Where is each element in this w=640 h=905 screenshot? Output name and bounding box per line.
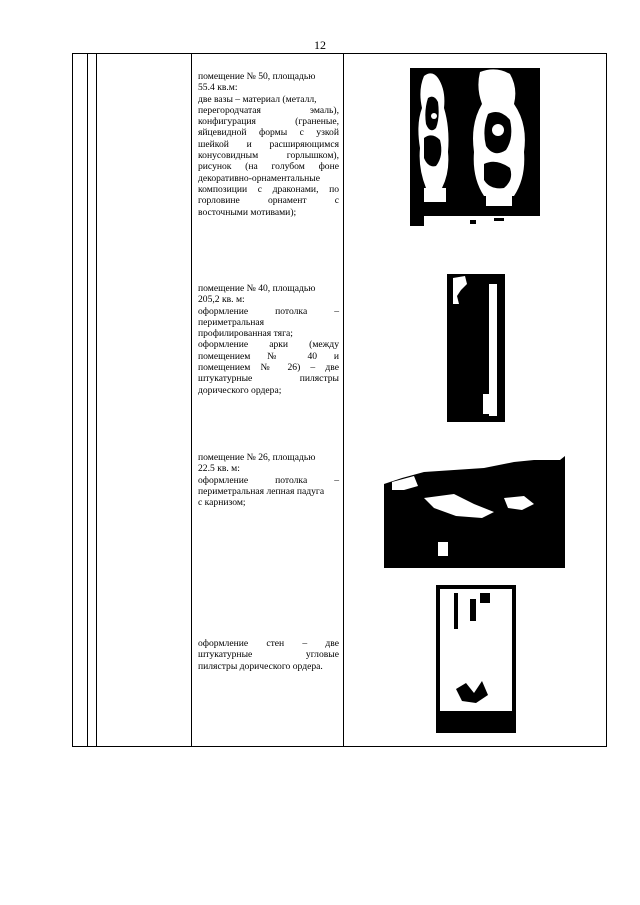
entry-line: помещение № 26, площадью: [198, 452, 316, 463]
entry-line: оформление потолка –: [198, 474, 339, 486]
entry-line: помещение № 40, площадью: [198, 283, 316, 294]
inventory-table: [72, 53, 607, 747]
ceiling-cornice-illustration: [384, 438, 565, 574]
entry-line: оформление потолка –: [198, 305, 339, 317]
entry-line: композиции с драконами, по: [198, 183, 339, 195]
entry-line: помещением № 40 и: [198, 350, 339, 362]
entry-line: с карнизом;: [198, 497, 246, 509]
entry-line: периметральная лепная падуга: [198, 485, 325, 497]
entry-line: 205,2 кв. м:: [198, 294, 245, 306]
entry-line: профилированная тяга;: [198, 328, 293, 340]
ceiling-cornice-photo: [384, 438, 565, 574]
entry-line: штукатурные угловые: [198, 649, 339, 661]
entry-line: две вазы – материал (металл,: [198, 93, 317, 105]
entry-line: конусовидным горлышком),: [198, 150, 339, 162]
entry-line: конфигурация (граненые,: [198, 116, 339, 128]
arch-pilaster-illustration: [447, 274, 505, 422]
entry-line: перегородчатая эмаль),: [198, 104, 339, 116]
entry-room-50: [198, 71, 339, 218]
entry-line: помещением № 26) – две: [198, 362, 339, 374]
entry-line: оформление стен – две: [198, 638, 339, 649]
corner-pilaster-photo: [436, 585, 516, 733]
vases-photo: [410, 68, 540, 261]
entry-line: 22.5 кв. м:: [198, 463, 240, 475]
entry-line: дорического ордера;: [198, 384, 282, 396]
vases-illustration: [410, 68, 540, 261]
entry-line: пилястры дорического ордера.: [198, 660, 323, 672]
entry-room-40: [198, 283, 339, 396]
column-divider-4: [343, 54, 344, 746]
arch-pilaster-photo: [447, 274, 505, 422]
column-divider-2: [96, 54, 97, 746]
entry-walls: [198, 638, 339, 672]
entry-line: шейкой и расширяющимся: [198, 138, 339, 150]
entry-line: горловине орнамент с: [198, 195, 339, 207]
page-number: 12: [314, 38, 326, 52]
entry-line: рисунок (на голубом фоне: [198, 161, 339, 173]
entry-line: периметральная: [198, 316, 265, 328]
entry-line: оформление арки (между: [198, 339, 339, 351]
column-divider-1: [87, 54, 88, 746]
entry-room-26: [198, 452, 339, 508]
entry-line: восточными мотивами);: [198, 206, 297, 218]
column-divider-3: [191, 54, 192, 746]
entry-line: помещение № 50, площадью: [198, 71, 316, 82]
entry-line: штукатурные пилястры: [198, 373, 339, 385]
entry-line: декоративно-орнаментальные: [198, 172, 321, 184]
entry-line: яйцевидной формы с узкой: [198, 127, 339, 139]
entry-line: 55.4 кв.м:: [198, 82, 238, 94]
corner-pilaster-illustration: [436, 585, 516, 733]
